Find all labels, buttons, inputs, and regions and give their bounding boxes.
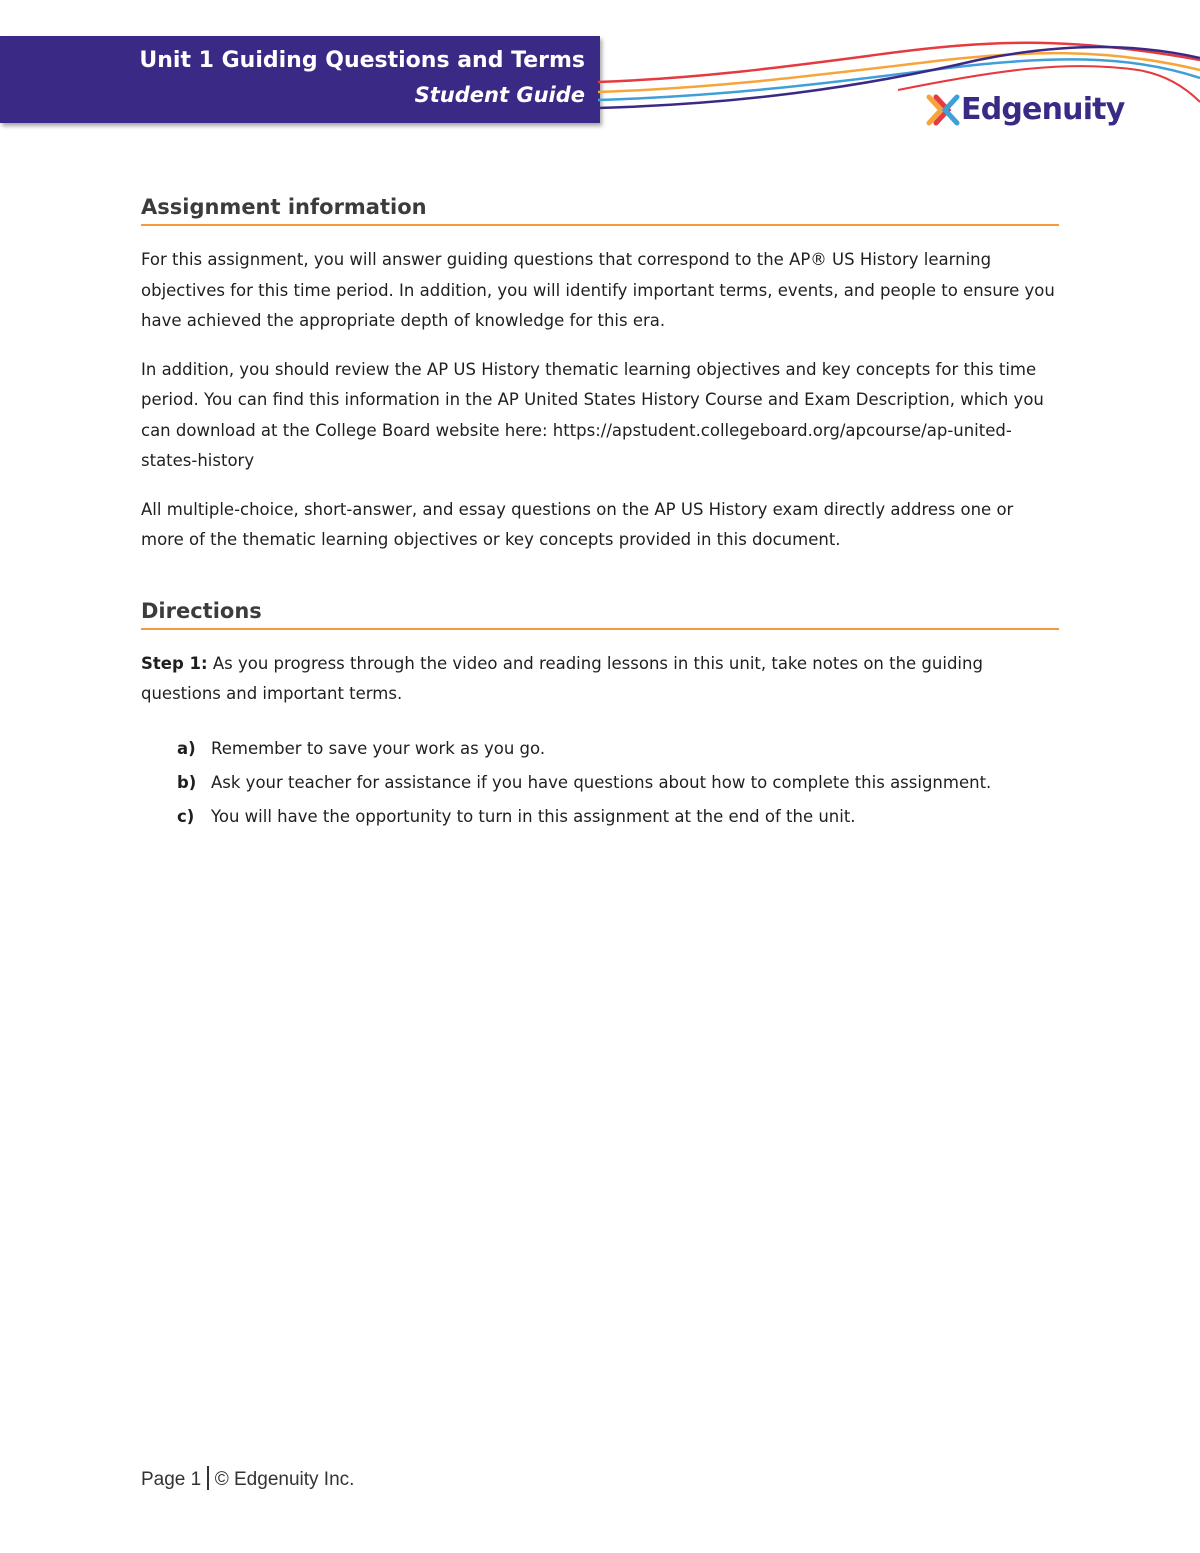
list-item bbox=[141, 766, 1059, 800]
assignment-paragraph: For this assignment, you will answer guiding questions that correspond to the AP® US History learning objectives for this time period. In addition, you will identify important terms, events, and people to ensure you have achieved the appropriate depth of knowledge for this era. bbox=[141, 250, 1055, 330]
list-marker: a) bbox=[177, 738, 196, 758]
document-subtitle: Student Guide bbox=[414, 83, 585, 107]
step-text: As you progress through the video and reading lessons in this unit, take notes on the guiding questions and important terms. bbox=[141, 653, 983, 703]
edgenuity-x-icon bbox=[926, 93, 960, 127]
list-item bbox=[141, 800, 1059, 834]
directions-heading: Directions bbox=[141, 597, 1059, 630]
page-number: Page 1 bbox=[141, 1469, 202, 1490]
document-title: Unit 1 Guiding Questions and Terms bbox=[139, 48, 585, 73]
assignment-heading: Assignment information bbox=[141, 193, 1059, 226]
list-item bbox=[141, 732, 1059, 766]
directions-list bbox=[141, 732, 1059, 834]
list-marker: c) bbox=[177, 806, 195, 826]
list-text: You will have the opportunity to turn in this assignment at the end of the unit. bbox=[211, 806, 856, 826]
list-marker: b) bbox=[177, 772, 197, 792]
edgenuity-logo bbox=[926, 90, 1124, 130]
step-1-paragraph bbox=[141, 649, 1059, 710]
assignment-paragraph: All multiple-choice, short-answer, and essay questions on the AP US History exam directly address one or more of the thematic learning objectives or key concepts provided in this document. bbox=[141, 499, 1014, 549]
assignment-paragraph: In addition, you should review the AP US History thematic learning objectives and key concepts for this time period. You can find this information in the AP United States History Course and Exam Description, which you can download at the College Board website here: https://apstudent.collegeboard.org/apcourse/ap-united-states-history bbox=[141, 359, 1044, 470]
logo-wordmark: Edgenuity bbox=[961, 92, 1125, 127]
header-banner bbox=[0, 36, 600, 123]
list-text: Ask your teacher for assistance if you have questions about how to complete this assignment. bbox=[211, 772, 992, 792]
list-text: Remember to save your work as you go. bbox=[211, 738, 546, 758]
step-label: Step 1: bbox=[141, 653, 208, 673]
footer-separator bbox=[207, 1466, 209, 1490]
page-footer bbox=[141, 1466, 354, 1494]
document-body bbox=[141, 193, 1059, 834]
copyright: © Edgenuity Inc. bbox=[214, 1469, 355, 1490]
